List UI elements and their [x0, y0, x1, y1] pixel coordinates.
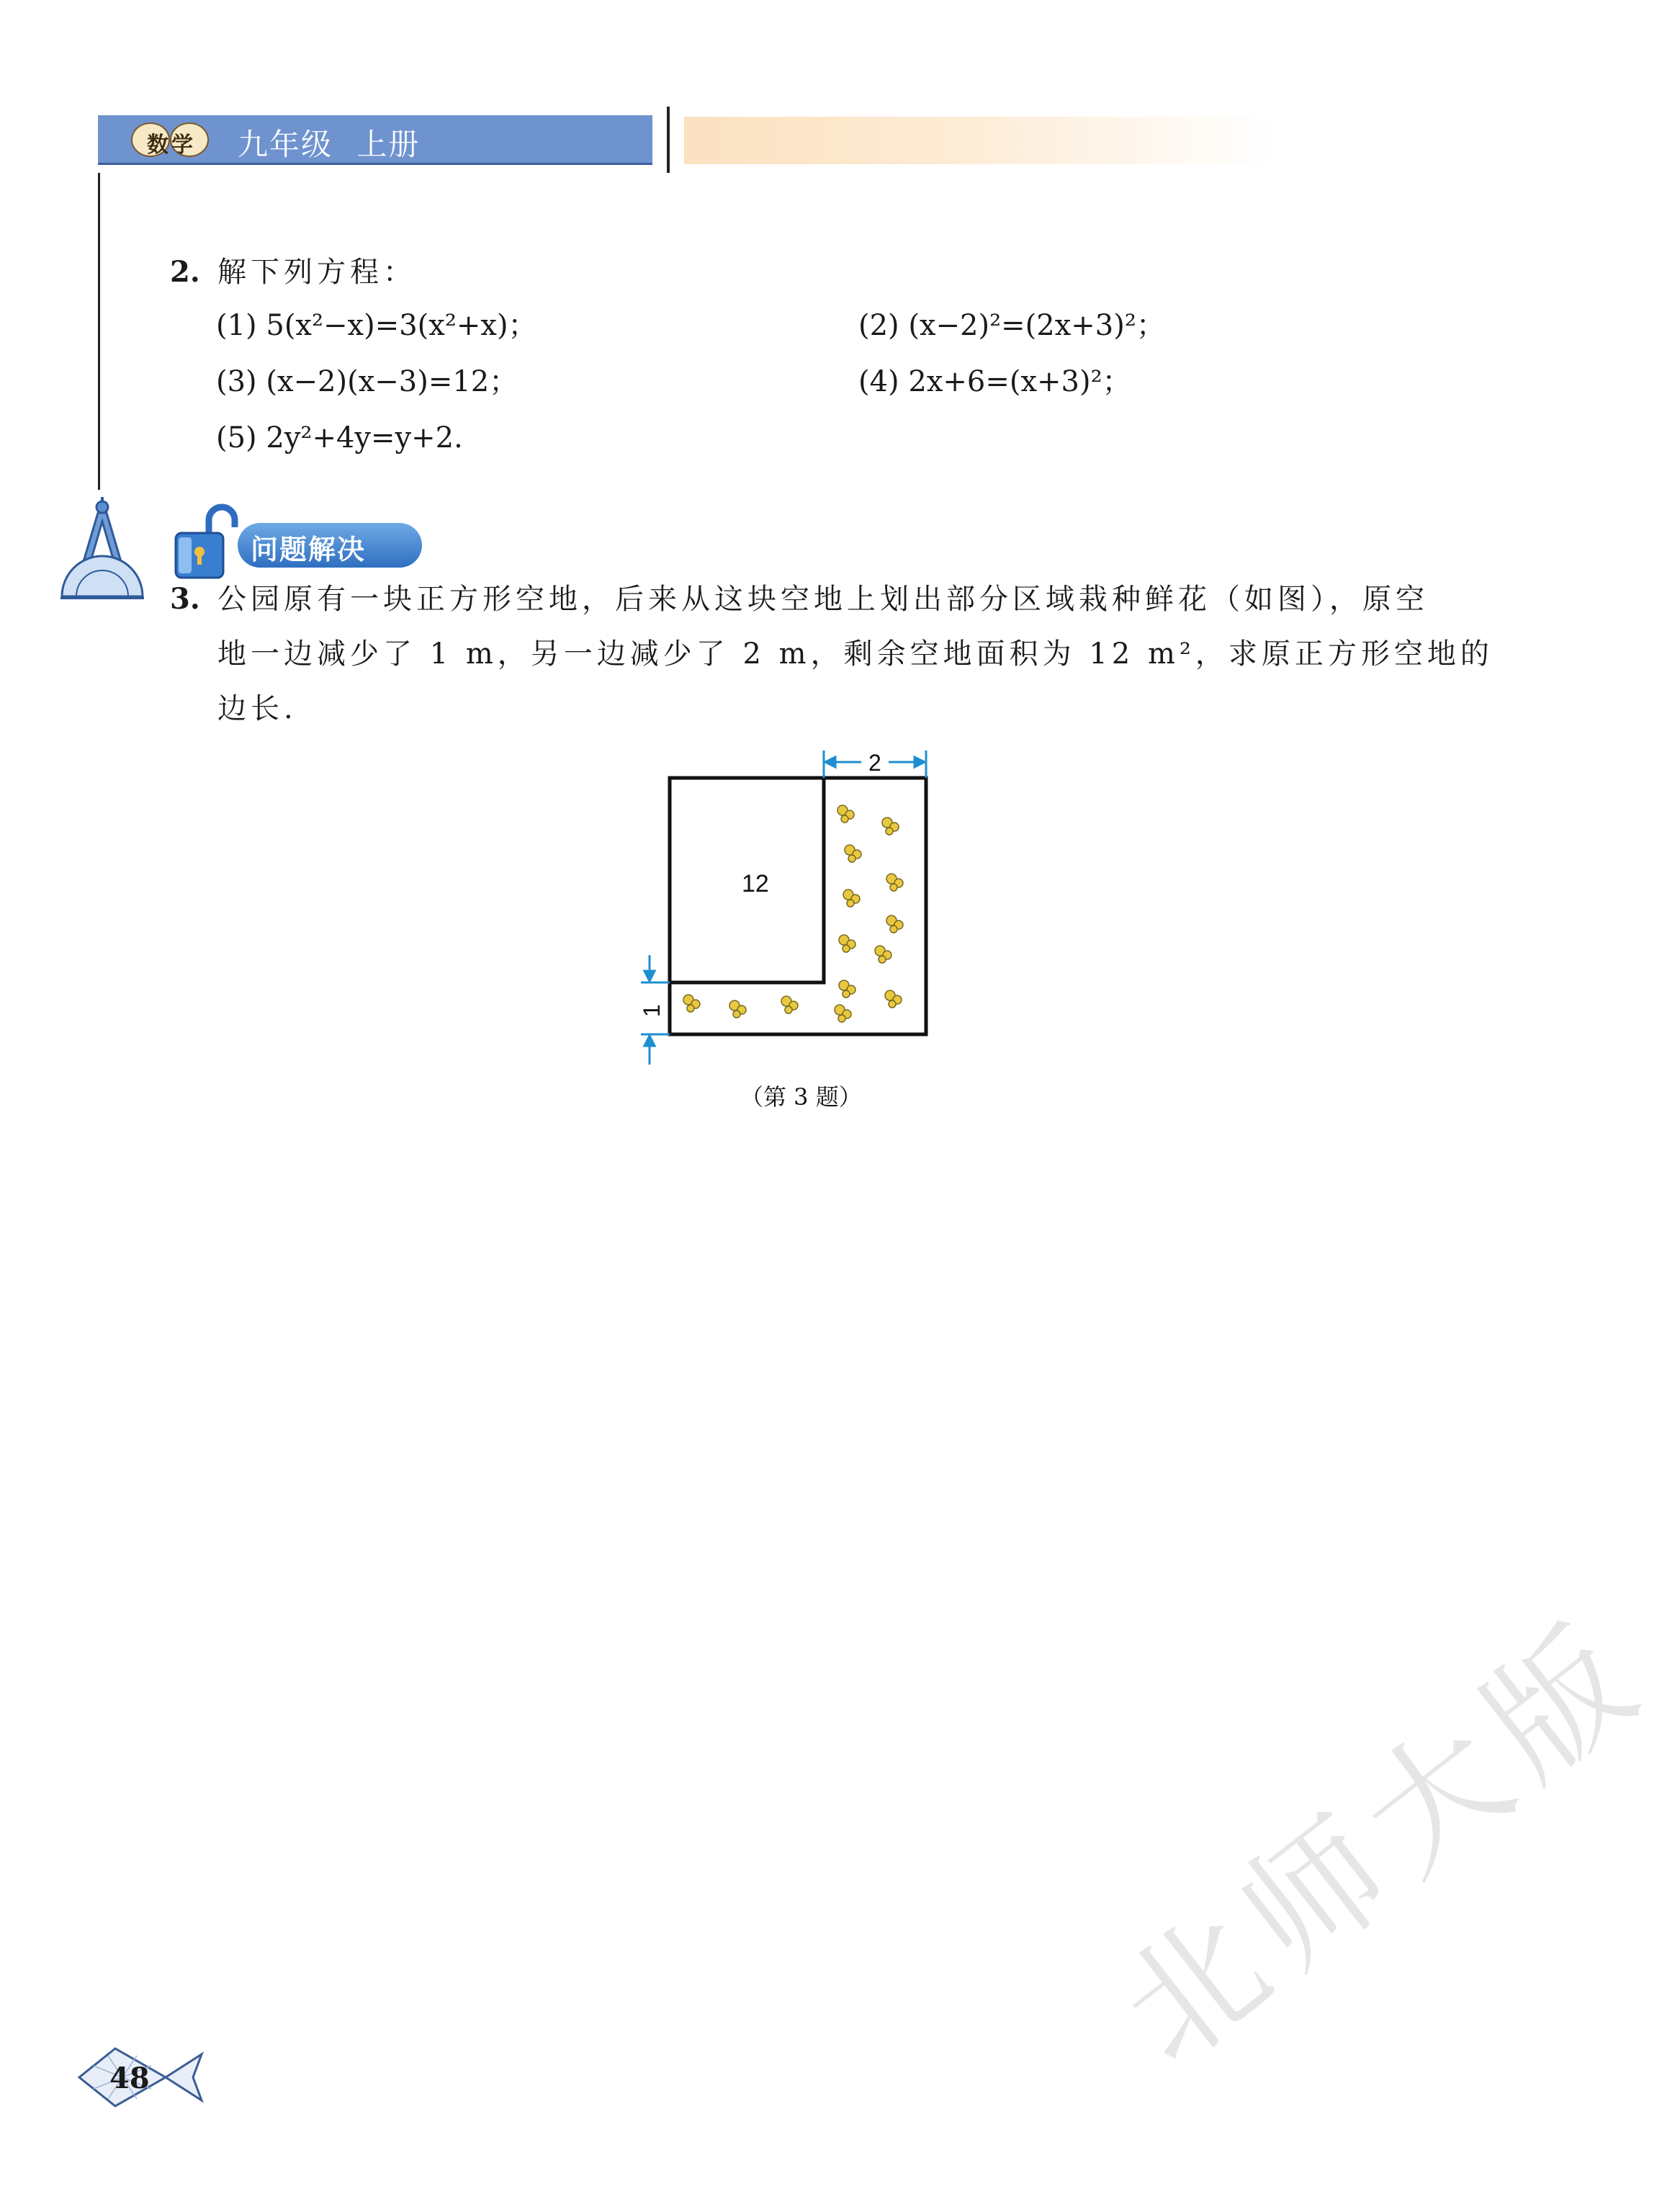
left-dimension-label: 1	[639, 1004, 665, 1017]
subject-badge-label: 数学	[147, 133, 196, 158]
problem-3-number: 3.	[170, 582, 200, 616]
problem-2-number: 2.	[170, 255, 200, 289]
header-gradient-band	[684, 117, 1275, 164]
equation-3: (3) (x−2)(x−3)=12；	[216, 365, 518, 398]
margin-rule	[98, 173, 100, 490]
area-label: 12	[742, 870, 769, 897]
compass-protractor-icon	[59, 497, 145, 605]
publisher-watermark: 北师大版	[1091, 1589, 1676, 2095]
top-dimension-label: 2	[868, 750, 881, 776]
book-title: 九年级 上册	[238, 127, 421, 162]
equation-4: (4) 2x+6=(x+3)²；	[858, 365, 1131, 398]
problem-3-line-1: 公园原有一块正方形空地，后来从这块空地上划出部分区域栽种鲜花（如图），原空	[217, 583, 1429, 616]
section-title: 问题解决	[251, 534, 367, 565]
header-divider	[667, 107, 670, 173]
page-number: 48	[109, 2061, 150, 2095]
equation-2: (2) (x−2)²=(2x+3)²；	[858, 309, 1165, 342]
problem-3-figure	[619, 742, 951, 1116]
equation-1: (1) 5(x²−x)=3(x²+x)；	[216, 309, 537, 342]
padlock-icon	[170, 501, 235, 582]
equation-5: (5) 2y²+4y=y+2.	[216, 421, 463, 455]
problem-3-line-3: 边长.	[217, 692, 297, 725]
problem-2-prompt: 解下列方程：	[217, 256, 416, 289]
figure-caption: （第 3 题）	[740, 1083, 862, 1111]
problem-3-line-2: 地一边减少了 1 m，另一边减少了 2 m，剩余空地面积为 12 m²，求原正方形空地的	[217, 637, 1493, 671]
subject-badge	[131, 122, 212, 157]
